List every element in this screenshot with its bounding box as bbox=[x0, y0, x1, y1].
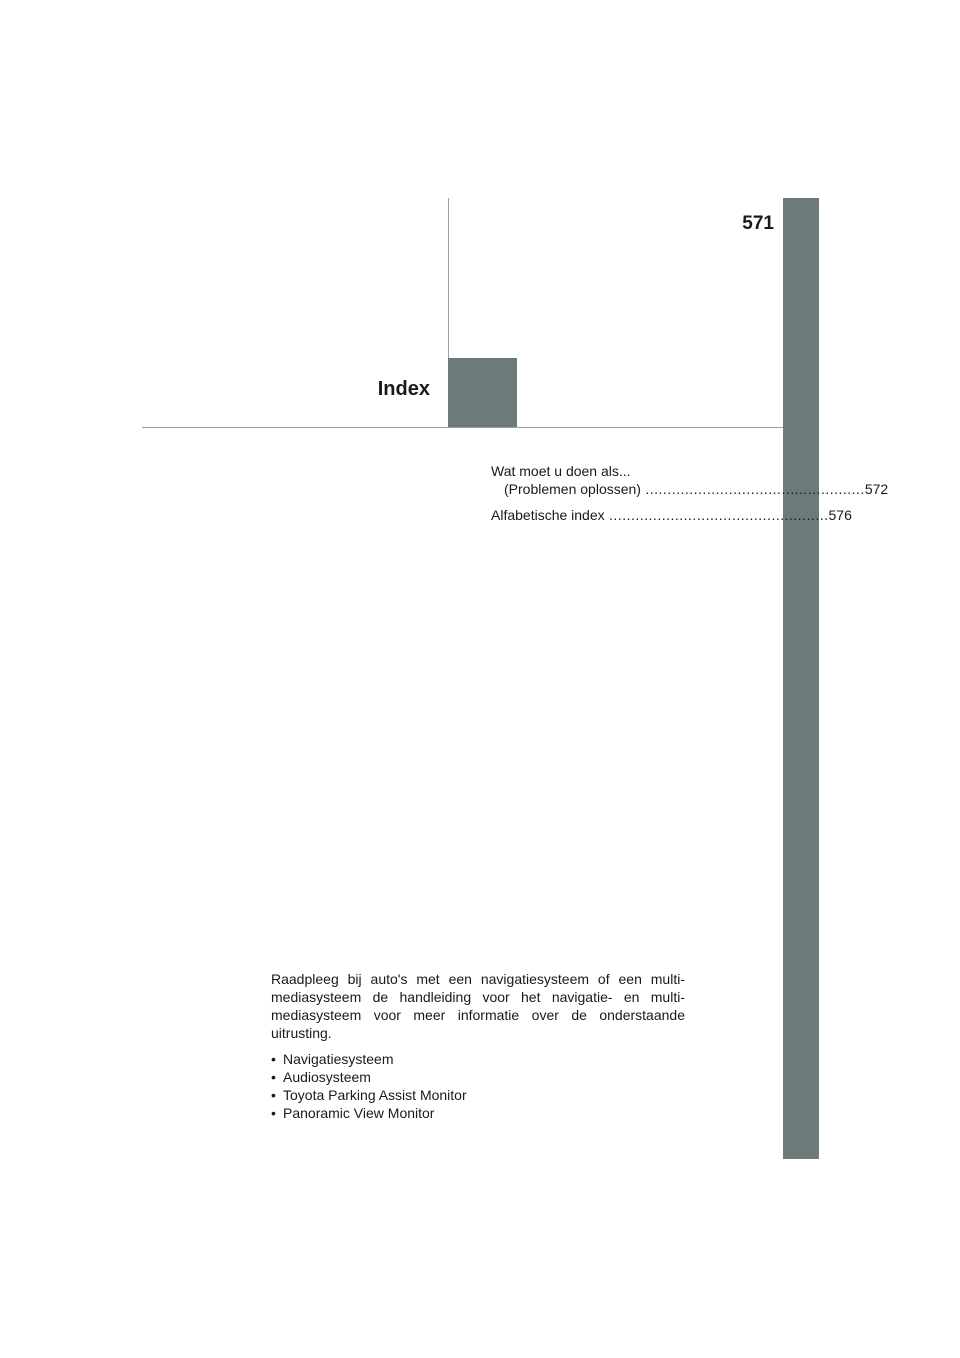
list-item bbox=[271, 1104, 685, 1122]
notice-block bbox=[271, 970, 685, 1122]
list-item-label: Toyota Parking Assist Monitor bbox=[283, 1087, 467, 1103]
toc-entry-title: Wat moet u doen als... bbox=[491, 463, 631, 479]
toc-line bbox=[491, 506, 852, 524]
list-item bbox=[271, 1068, 685, 1086]
toc-line bbox=[491, 462, 739, 480]
list-item-label: Navigatiesysteem bbox=[283, 1051, 394, 1067]
bullet-icon: • bbox=[271, 1105, 276, 1121]
list-item bbox=[271, 1086, 685, 1104]
toc-leader-dots: .................................................. bbox=[604, 507, 829, 523]
section-title: Index bbox=[377, 378, 430, 400]
toc-page-number: 576 bbox=[828, 507, 852, 523]
table-of-contents bbox=[491, 462, 889, 532]
list-item-label: Audiosysteem bbox=[283, 1069, 371, 1085]
equipment-list bbox=[271, 1050, 685, 1122]
toc-entry-subtitle: (Problemen oplossen) bbox=[504, 481, 641, 497]
toc-entry-troubleshooting[interactable] bbox=[491, 462, 889, 498]
toc-leader-dots: .................................................. bbox=[640, 481, 865, 497]
horizontal-rule bbox=[142, 427, 783, 428]
toc-page-number: 572 bbox=[864, 481, 889, 497]
bullet-icon: • bbox=[271, 1051, 276, 1067]
bullet-icon: • bbox=[271, 1087, 276, 1103]
toc-line bbox=[491, 480, 889, 498]
toc-entry-title: Alfabetische index bbox=[491, 507, 605, 523]
list-item bbox=[271, 1050, 685, 1068]
toc-entry-alphabetical-index[interactable] bbox=[491, 506, 852, 524]
section-block bbox=[448, 358, 517, 427]
section-tab-bar bbox=[783, 198, 819, 1159]
list-item-label: Panoramic View Monitor bbox=[283, 1105, 435, 1121]
bullet-icon: • bbox=[271, 1069, 276, 1085]
notice-paragraph: Raadpleeg bij auto's met een navigatiesysteem of een multi-mediasysteem de handleiding voor het navigatie- en multi-mediasysteem voor meer informatie over de onderstaande uitrusting. bbox=[271, 971, 685, 1041]
page-number: 571 bbox=[742, 213, 774, 234]
